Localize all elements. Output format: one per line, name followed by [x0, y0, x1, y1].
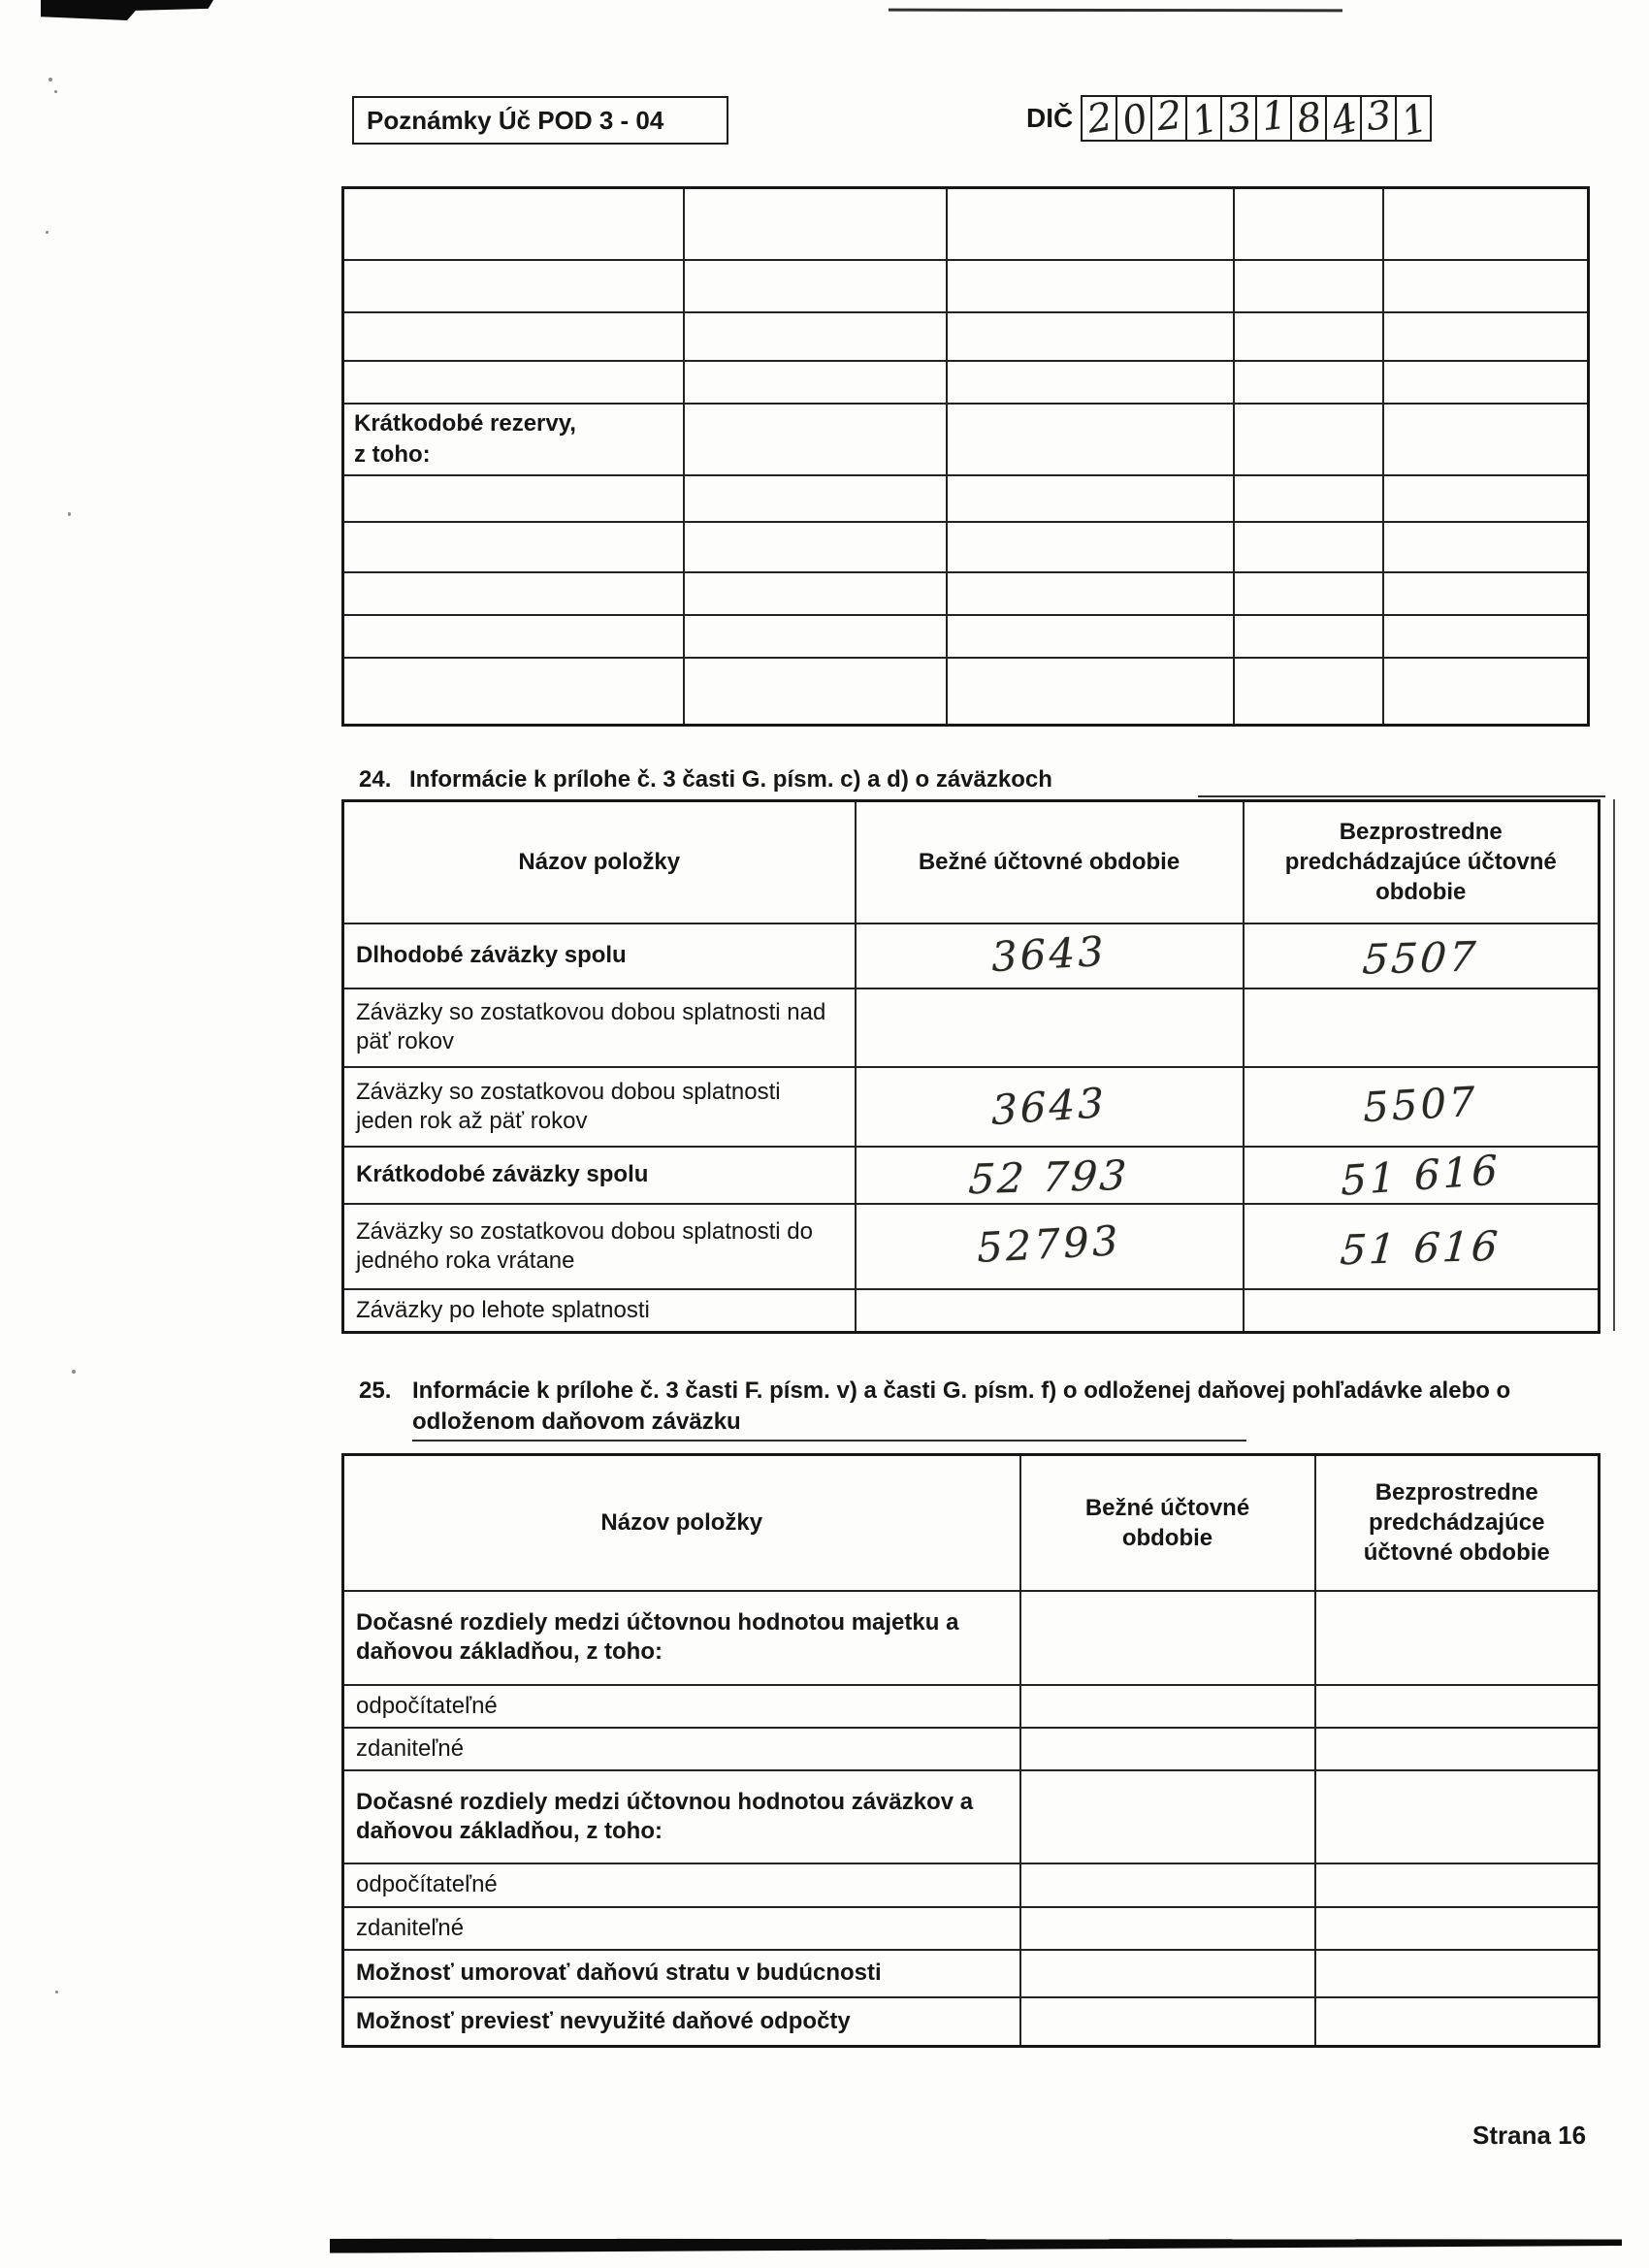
empty-cell — [1234, 522, 1383, 572]
value-cell-current — [1020, 1863, 1315, 1907]
row-label: odpočítateľné — [343, 1863, 1020, 1907]
empty-cell — [684, 260, 947, 312]
handwritten-value: 3643 — [989, 926, 1109, 981]
table-row — [343, 404, 1589, 475]
column-header-name: Názov položky — [343, 801, 856, 923]
empty-cell — [1383, 658, 1589, 726]
empty-cell — [343, 312, 684, 361]
table-row — [343, 312, 1589, 361]
scan-noise-dot — [68, 512, 71, 516]
section25-heading — [359, 1376, 1600, 1437]
empty-cell — [1234, 260, 1383, 312]
empty-cell — [1234, 361, 1383, 404]
empty-cell — [947, 658, 1234, 726]
empty-cell — [343, 361, 684, 404]
section24-table — [341, 799, 1600, 1334]
empty-cell — [684, 404, 947, 475]
scan-artifact-bottom-bar — [330, 2235, 1622, 2252]
table-header-row — [343, 1455, 1600, 1591]
row-label: Záväzky so zostatkovou dobou splatnosti jeden rok až päť rokov — [343, 1067, 856, 1147]
dic-digit: 4 — [1326, 95, 1362, 146]
table-row — [343, 988, 1600, 1067]
value-cell-previous — [1244, 923, 1600, 988]
handwritten-value: 5507 — [1361, 931, 1480, 984]
empty-cell — [1383, 475, 1589, 522]
dic-digit-box — [1290, 95, 1327, 142]
dic-digit-box — [1360, 92, 1397, 142]
dic-digit: 1 — [1186, 95, 1222, 146]
dic-digit: 3 — [1363, 92, 1394, 141]
value-cell-current — [856, 1067, 1244, 1147]
value-cell-previous — [1315, 1863, 1600, 1907]
table-row — [343, 1147, 1600, 1204]
empty-cell — [684, 658, 947, 726]
empty-cell — [947, 188, 1234, 260]
value-cell-previous — [1315, 1728, 1600, 1770]
table-row — [343, 615, 1589, 658]
empty-cell — [947, 312, 1234, 361]
empty-cell — [684, 188, 947, 260]
value-cell-current — [856, 1204, 1244, 1289]
value-cell-previous — [1315, 1770, 1600, 1863]
value-cell-current — [1020, 1950, 1315, 1997]
dic-digit-boxes — [1083, 92, 1432, 146]
row-label: Krátkodobé záväzky spolu — [343, 1147, 856, 1204]
section24-number: 24. — [359, 766, 392, 793]
row-label: Záväzky po lehote splatnosti — [343, 1289, 856, 1333]
table-row — [343, 1863, 1600, 1907]
column-header-previous-period: Bezprostredne predchádzajúce účtovné obdobie — [1315, 1455, 1600, 1591]
value-cell-current — [1020, 1728, 1315, 1770]
empty-cell — [1383, 615, 1589, 658]
table-row — [343, 475, 1589, 522]
empty-cell — [343, 475, 684, 522]
table-row — [343, 1067, 1600, 1147]
empty-cell — [1383, 361, 1589, 404]
dic-field — [1026, 92, 1432, 146]
section24-title: Informácie k prílohe č. 3 časti G. písm. c) a d) o záväzkoch — [409, 766, 1052, 793]
empty-cell — [1383, 522, 1589, 572]
value-cell-previous — [1244, 1289, 1600, 1333]
table-row — [343, 1289, 1600, 1333]
value-cell-current — [1020, 1770, 1315, 1863]
value-cell-previous — [1315, 1997, 1600, 2047]
value-cell-current — [856, 923, 1244, 988]
empty-cell — [1383, 188, 1589, 260]
handwritten-value: 51 616 — [1339, 1221, 1503, 1275]
value-cell-current — [1020, 1591, 1315, 1685]
empty-cell — [1383, 572, 1589, 615]
column-header-current-period — [1020, 1455, 1315, 1591]
row-label: zdaniteľné — [343, 1907, 1020, 1950]
empty-cell — [1234, 615, 1383, 658]
table-row — [343, 1728, 1600, 1770]
table-row — [343, 361, 1589, 404]
handwritten-value: 3643 — [990, 1078, 1108, 1135]
table-row — [343, 1950, 1600, 1997]
value-cell-current — [856, 988, 1244, 1067]
row-label: Možnosť umorovať daňovú stratu v budúcnosti — [343, 1950, 1020, 1997]
empty-cell — [947, 615, 1234, 658]
scan-artifact-top-left-blot — [41, 0, 213, 20]
empty-cell — [1383, 260, 1589, 312]
empty-cell — [1234, 404, 1383, 475]
row-label: Možnosť previesť nevyužité daňové odpočty — [343, 1997, 1020, 2047]
empty-cell — [343, 522, 684, 572]
empty-cell — [684, 615, 947, 658]
value-cell-previous — [1315, 1591, 1600, 1685]
dic-digit-box — [1220, 95, 1257, 142]
row-label: Dočasné rozdiely medzi účtovnou hodnotou záväzkov a daňovou základňou, z toho: — [343, 1770, 1020, 1863]
dic-digit: 1 — [1258, 92, 1289, 141]
empty-cell — [947, 572, 1234, 615]
column-header-current-period: Bežné účtovné obdobie — [856, 801, 1244, 923]
handwritten-value: 52793 — [975, 1216, 1122, 1272]
value-cell-current — [1020, 1907, 1315, 1950]
dic-digit: 2 — [1153, 92, 1184, 141]
section25-number: 25. — [359, 1377, 392, 1404]
value-cell-current — [1020, 1685, 1315, 1728]
scan-artifact-top-line — [889, 9, 1342, 13]
scan-noise-dot — [54, 90, 57, 93]
row-label: Dočasné rozdiely medzi účtovnou hodnotou majetku a daňovou základňou, z toho: — [343, 1591, 1020, 1685]
value-cell-current — [1020, 1997, 1315, 2047]
row-label: odpočítateľné — [343, 1685, 1020, 1728]
dic-digit: 8 — [1293, 94, 1325, 143]
empty-cell — [1234, 572, 1383, 615]
value-cell-previous — [1244, 1204, 1600, 1289]
dic-digit-box — [1185, 95, 1222, 146]
value-cell-current — [856, 1289, 1244, 1333]
scan-artifact-rule-section25 — [412, 1440, 1246, 1442]
section25-title: Informácie k prílohe č. 3 časti F. písm. v) a časti G. písm. f) o odloženej daňovej pohľadávke alebo o odloženom daňovom záväzku — [412, 1377, 1511, 1435]
empty-cell — [684, 475, 947, 522]
scan-artifact-vertical-line — [1613, 799, 1615, 1331]
dic-digit-box — [1395, 95, 1432, 146]
empty-cell — [1383, 312, 1589, 361]
empty-cell — [1234, 475, 1383, 522]
empty-cell — [684, 572, 947, 615]
row-label: Záväzky so zostatkovou dobou splatnosti nad päť rokov — [343, 988, 856, 1067]
dic-digit-box — [1116, 95, 1152, 146]
section24-heading — [359, 766, 1052, 794]
table-row — [343, 1907, 1600, 1950]
table-row — [343, 1997, 1600, 2047]
dic-digit: 2 — [1083, 94, 1116, 143]
form-title-box — [352, 96, 728, 145]
table-row — [343, 1204, 1600, 1289]
empty-cell — [343, 188, 684, 260]
dic-digit-box — [1255, 92, 1292, 142]
row-label: Dlhodobé záväzky spolu — [343, 923, 856, 988]
value-cell-previous — [1315, 1907, 1600, 1950]
row-label: zdaniteľné — [343, 1728, 1020, 1770]
dic-digit-box — [1325, 95, 1362, 146]
handwritten-value: 52 793 — [966, 1150, 1131, 1203]
table-row — [343, 260, 1589, 312]
page-number: Strana 16 — [1472, 2121, 1587, 2150]
scan-noise-dot — [46, 231, 48, 234]
dic-digit-box — [1150, 92, 1187, 142]
empty-cell — [343, 260, 684, 312]
section25-table — [341, 1453, 1600, 2048]
value-cell-previous — [1315, 1685, 1600, 1728]
empty-cell — [684, 361, 947, 404]
value-cell-previous — [1244, 988, 1600, 1067]
scan-noise-dot — [48, 78, 52, 81]
scan-artifact-rule-section24 — [1198, 795, 1605, 797]
empty-cell — [684, 522, 947, 572]
table-row — [343, 1770, 1600, 1863]
table-row — [343, 1685, 1600, 1728]
row-label-cell — [343, 404, 684, 475]
value-cell-current — [856, 1147, 1244, 1204]
handwritten-value: 5507 — [1361, 1077, 1480, 1132]
scan-noise-dot — [72, 1370, 76, 1374]
dic-digit: 1 — [1396, 95, 1432, 146]
handwritten-value: 51 616 — [1341, 1145, 1502, 1205]
empty-cell — [1234, 188, 1383, 260]
empty-cell — [343, 658, 684, 726]
empty-cell — [947, 361, 1234, 404]
form-title: Poznámky Úč POD 3 - 04 — [367, 105, 664, 135]
table-header-row — [343, 801, 1600, 923]
value-cell-previous — [1244, 1147, 1600, 1204]
empty-cell — [1383, 404, 1589, 475]
empty-cell — [947, 522, 1234, 572]
column-header-previous-period: Bezprostredne predchádzajúce účtovné obdobie — [1244, 801, 1600, 923]
empty-cell — [947, 260, 1234, 312]
value-cell-previous — [1315, 1950, 1600, 1997]
dic-label: DIČ — [1026, 103, 1074, 133]
empty-cell — [1234, 658, 1383, 726]
empty-cell — [343, 572, 684, 615]
empty-cell — [947, 475, 1234, 522]
row-label: Záväzky so zostatkovou dobou splatnosti do jedného roka vrátane — [343, 1204, 856, 1289]
row-label-line1: Krátkodobé rezervy, — [354, 410, 576, 437]
table-row — [343, 1591, 1600, 1685]
row-label-line2: z toho: — [354, 440, 431, 468]
dic-digit: 0 — [1116, 95, 1152, 146]
top-table — [341, 186, 1590, 727]
empty-cell — [343, 615, 684, 658]
dic-digit-box — [1081, 95, 1117, 142]
column-header-current-text: Bežné účtovné obdobie — [1084, 1494, 1250, 1551]
table-row — [343, 658, 1589, 726]
table-row — [343, 522, 1589, 572]
empty-cell — [947, 404, 1234, 475]
empty-cell — [684, 312, 947, 361]
value-cell-previous — [1244, 1067, 1600, 1147]
table-row — [343, 923, 1600, 988]
scan-noise-dot — [55, 1991, 58, 1993]
table-row — [343, 188, 1589, 260]
empty-cell — [1234, 312, 1383, 361]
column-header-name: Názov položky — [343, 1455, 1020, 1591]
dic-digit: 3 — [1223, 94, 1255, 143]
table-row — [343, 572, 1589, 615]
